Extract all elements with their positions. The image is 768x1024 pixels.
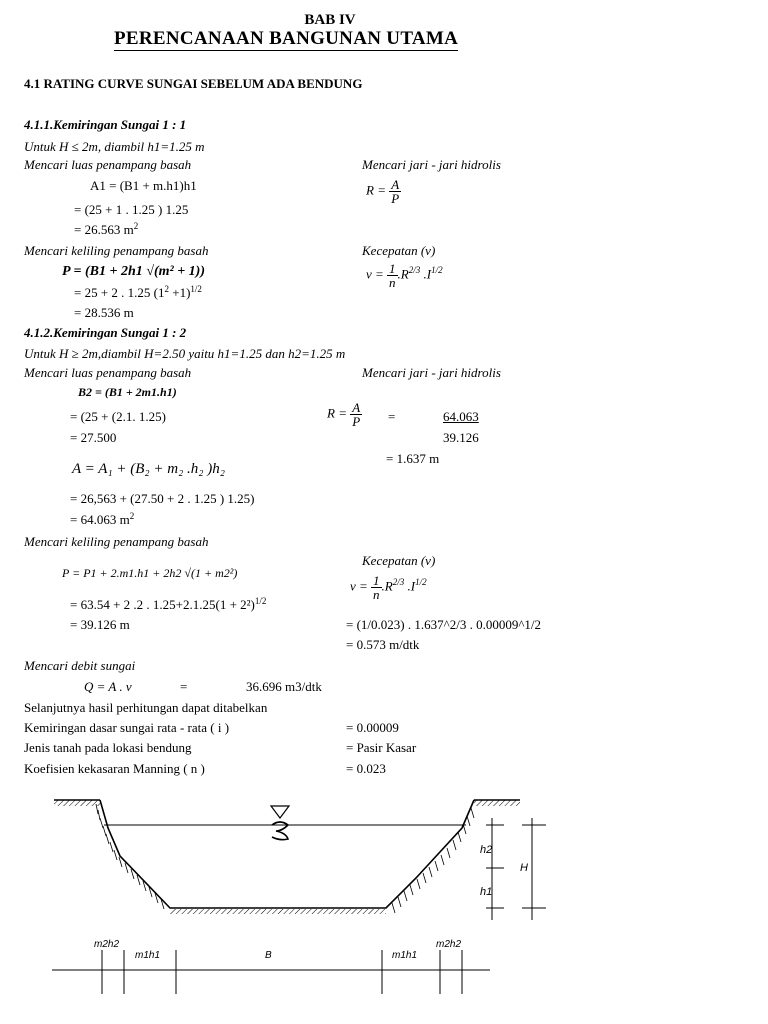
keliling-formula-412: P = P1 + 2.m1.h1 + 2h2 √(1 + m2²) [62,566,238,580]
condition-412: Untuk H ≥ 2m,diambil H=2.50 yaitu h1=1.25 dan h2=1.25 m [24,346,346,361]
subsection-heading-411: 4.1.1.Kemiringan Sungai 1 : 1 [24,117,187,132]
kecepatan-lhs-411: v = [366,266,384,282]
kecepatan-den-411: n [389,275,396,290]
ground-hatch-right [474,800,520,806]
chapter-label: BAB IV [304,12,356,28]
jari-val-den-412: 39.126 [443,430,479,445]
height-dimensions [486,818,546,920]
keliling-step1-412-value: = 63.54 + 2 .2 . 1.25+2.1.25(1 + 2²) [70,597,255,612]
bed-hatch [170,909,386,914]
kecepatan-exp2-411: 1/2 [431,265,443,276]
luas-step1-411: = (25 + 1 . 1.25 ) 1.25 [74,202,189,217]
luas-result-411-exp: 2 [133,221,139,231]
v-result-412: = 0.573 m/dtk [346,637,420,652]
kecepatan-exp1-411: 2/3 [408,265,421,276]
v-step1-412: = (1/0.023) . 1.637^2/3 . 0.00009^1/2 [346,617,542,632]
keliling-step1-411 [74,285,202,302]
a-formula-412: A = A₁ + (B₂ + m₂ .h₂ )h₂ [72,461,225,477]
jari-result-412: = 1.637 m [386,451,440,466]
jari-den-411: P [391,191,400,206]
keliling-result-411: = 28.536 m [74,305,134,320]
keliling-step1-411-a: = 25 + 2 . 1.25 (1 [74,285,165,300]
kecepatan-den-412: n [373,587,380,602]
a-step1-412: = 26,563 + (27.50 + 2 . 1.25 ) 1.25) [70,491,255,506]
summary-intro: Selanjutnya hasil perhitungan dapat ditabelkan [24,700,268,715]
keliling-step1-412-exp: 1/2 [254,596,267,606]
summary-row-label: Koefisien kekasaran Manning ( n ) [24,761,205,776]
jari-formula-411 [366,178,401,205]
label-m2h2-right: m2h2 [436,939,462,950]
summary-row-label: Jenis tanah pada lokasi bendung [24,740,192,755]
summary-row-value: = Pasir Kasar [346,740,417,755]
kecepatan-formula-412 [350,574,427,601]
jari-fraction-412 [350,401,362,428]
kecepatan-rest-411: .R [397,266,409,282]
keliling-step1-411-b: +1) [169,285,191,300]
luas-label-412: Mencari luas penampang basah [24,365,192,380]
chapter-title: PERENCANAAN BANGUNAN UTAMA [114,28,459,49]
label-m1h1-right: m1h1 [392,950,418,961]
kecepatan-fraction-411 [387,262,398,289]
kecepatan-exp1-412: 2/3 [392,577,405,588]
label-h1: h1 [480,886,493,898]
label-m1h1-left: m1h1 [135,950,161,961]
debit-label-412: Mencari debit sungai [24,658,136,673]
water-level-symbol [271,806,289,840]
luas-result-411 [74,222,138,239]
channel-profile [100,800,474,908]
kecepatan-rest-412: .R [381,578,393,594]
jari-fraction-411 [389,178,401,205]
label-B: B [265,950,272,961]
jari-label-412: Mencari jari - jari hidrolis [362,365,501,380]
jari-lhs-412: R = [327,405,347,421]
a-result-412 [70,512,134,529]
kecepatan-label-411: Kecepatan (v) [362,243,436,258]
kecepatan-fraction-412 [371,574,382,601]
keliling-step1-412 [70,597,266,614]
a-result-412-exp: 2 [129,511,135,521]
luas-label-411: Mencari luas penampang basah [24,157,192,172]
luas-result-411-value: = 26.563 m [74,222,134,237]
jari-eq-412: = [388,409,396,424]
b2-step1-412: = (25 + (2.1. 1.25) [70,409,166,424]
keliling-formula-411: P = (B1 + 2h1 √(m² + 1)) [62,264,206,279]
keliling-step1-411-exp1: 2 [164,284,169,294]
keliling-label-412: Mencari keliling penampang basah [24,534,209,549]
jari-num-411: A [391,177,400,192]
subsection-heading-412: 4.1.2.Kemiringan Sungai 1 : 2 [24,325,187,340]
kecepatan-mid-411: .I [420,266,432,282]
jari-num-412: A [352,400,361,415]
kecepatan-label-412: Kecepatan (v) [362,553,436,568]
jari-val-num-412: 64.063 [443,409,479,424]
condition-411: Untuk H ≤ 2m, diambil h1=1.25 m [24,139,205,154]
kecepatan-formula-411 [366,262,443,289]
keliling-result-412: = 39.126 m [70,617,130,632]
summary-row-value: = 0.023 [346,761,386,776]
label-H: H [520,862,528,874]
kecepatan-lhs-412: v = [350,578,368,594]
debit-eq-412: = [180,679,188,694]
kecepatan-num-412: 1 [373,573,380,588]
keliling-step1-411-exp2: 1/2 [190,284,202,294]
jari-lhs-411: R = [366,182,386,198]
b2-formula-412: B2 = (B1 + 2m1.h1) [78,385,177,399]
jari-formula-412 [327,401,362,428]
kecepatan-mid-412: .I [404,578,416,594]
kecepatan-num-411: 1 [389,261,396,276]
a-result-412-value: = 64.063 m [70,512,130,527]
debit-result-412: 36.696 m3/dtk [246,679,322,694]
ground-hatch-left [54,800,100,806]
keliling-label-411: Mencari keliling penampang basah [24,243,209,258]
section-heading: 4.1 RATING CURVE SUNGAI SEBELUM ADA BENDUNG [24,76,363,91]
jari-den-412: P [352,414,361,429]
label-h2: h2 [480,844,493,856]
kecepatan-exp2-412: 1/2 [415,577,427,588]
summary-row-value: = 0.00009 [346,720,399,735]
luas-formula-411: A1 = (B1 + m.h1)h1 [90,178,197,193]
summary-row-label: Kemiringan dasar sungai rata - rata ( i ) [24,720,230,735]
debit-formula-412: Q = A . v [84,679,132,694]
label-m2h2-left: m2h2 [94,939,120,950]
river-cross-section-diagram [0,790,768,1020]
b2-result-412: = 27.500 [70,430,117,445]
jari-label-411: Mencari jari - jari hidrolis [362,157,501,172]
